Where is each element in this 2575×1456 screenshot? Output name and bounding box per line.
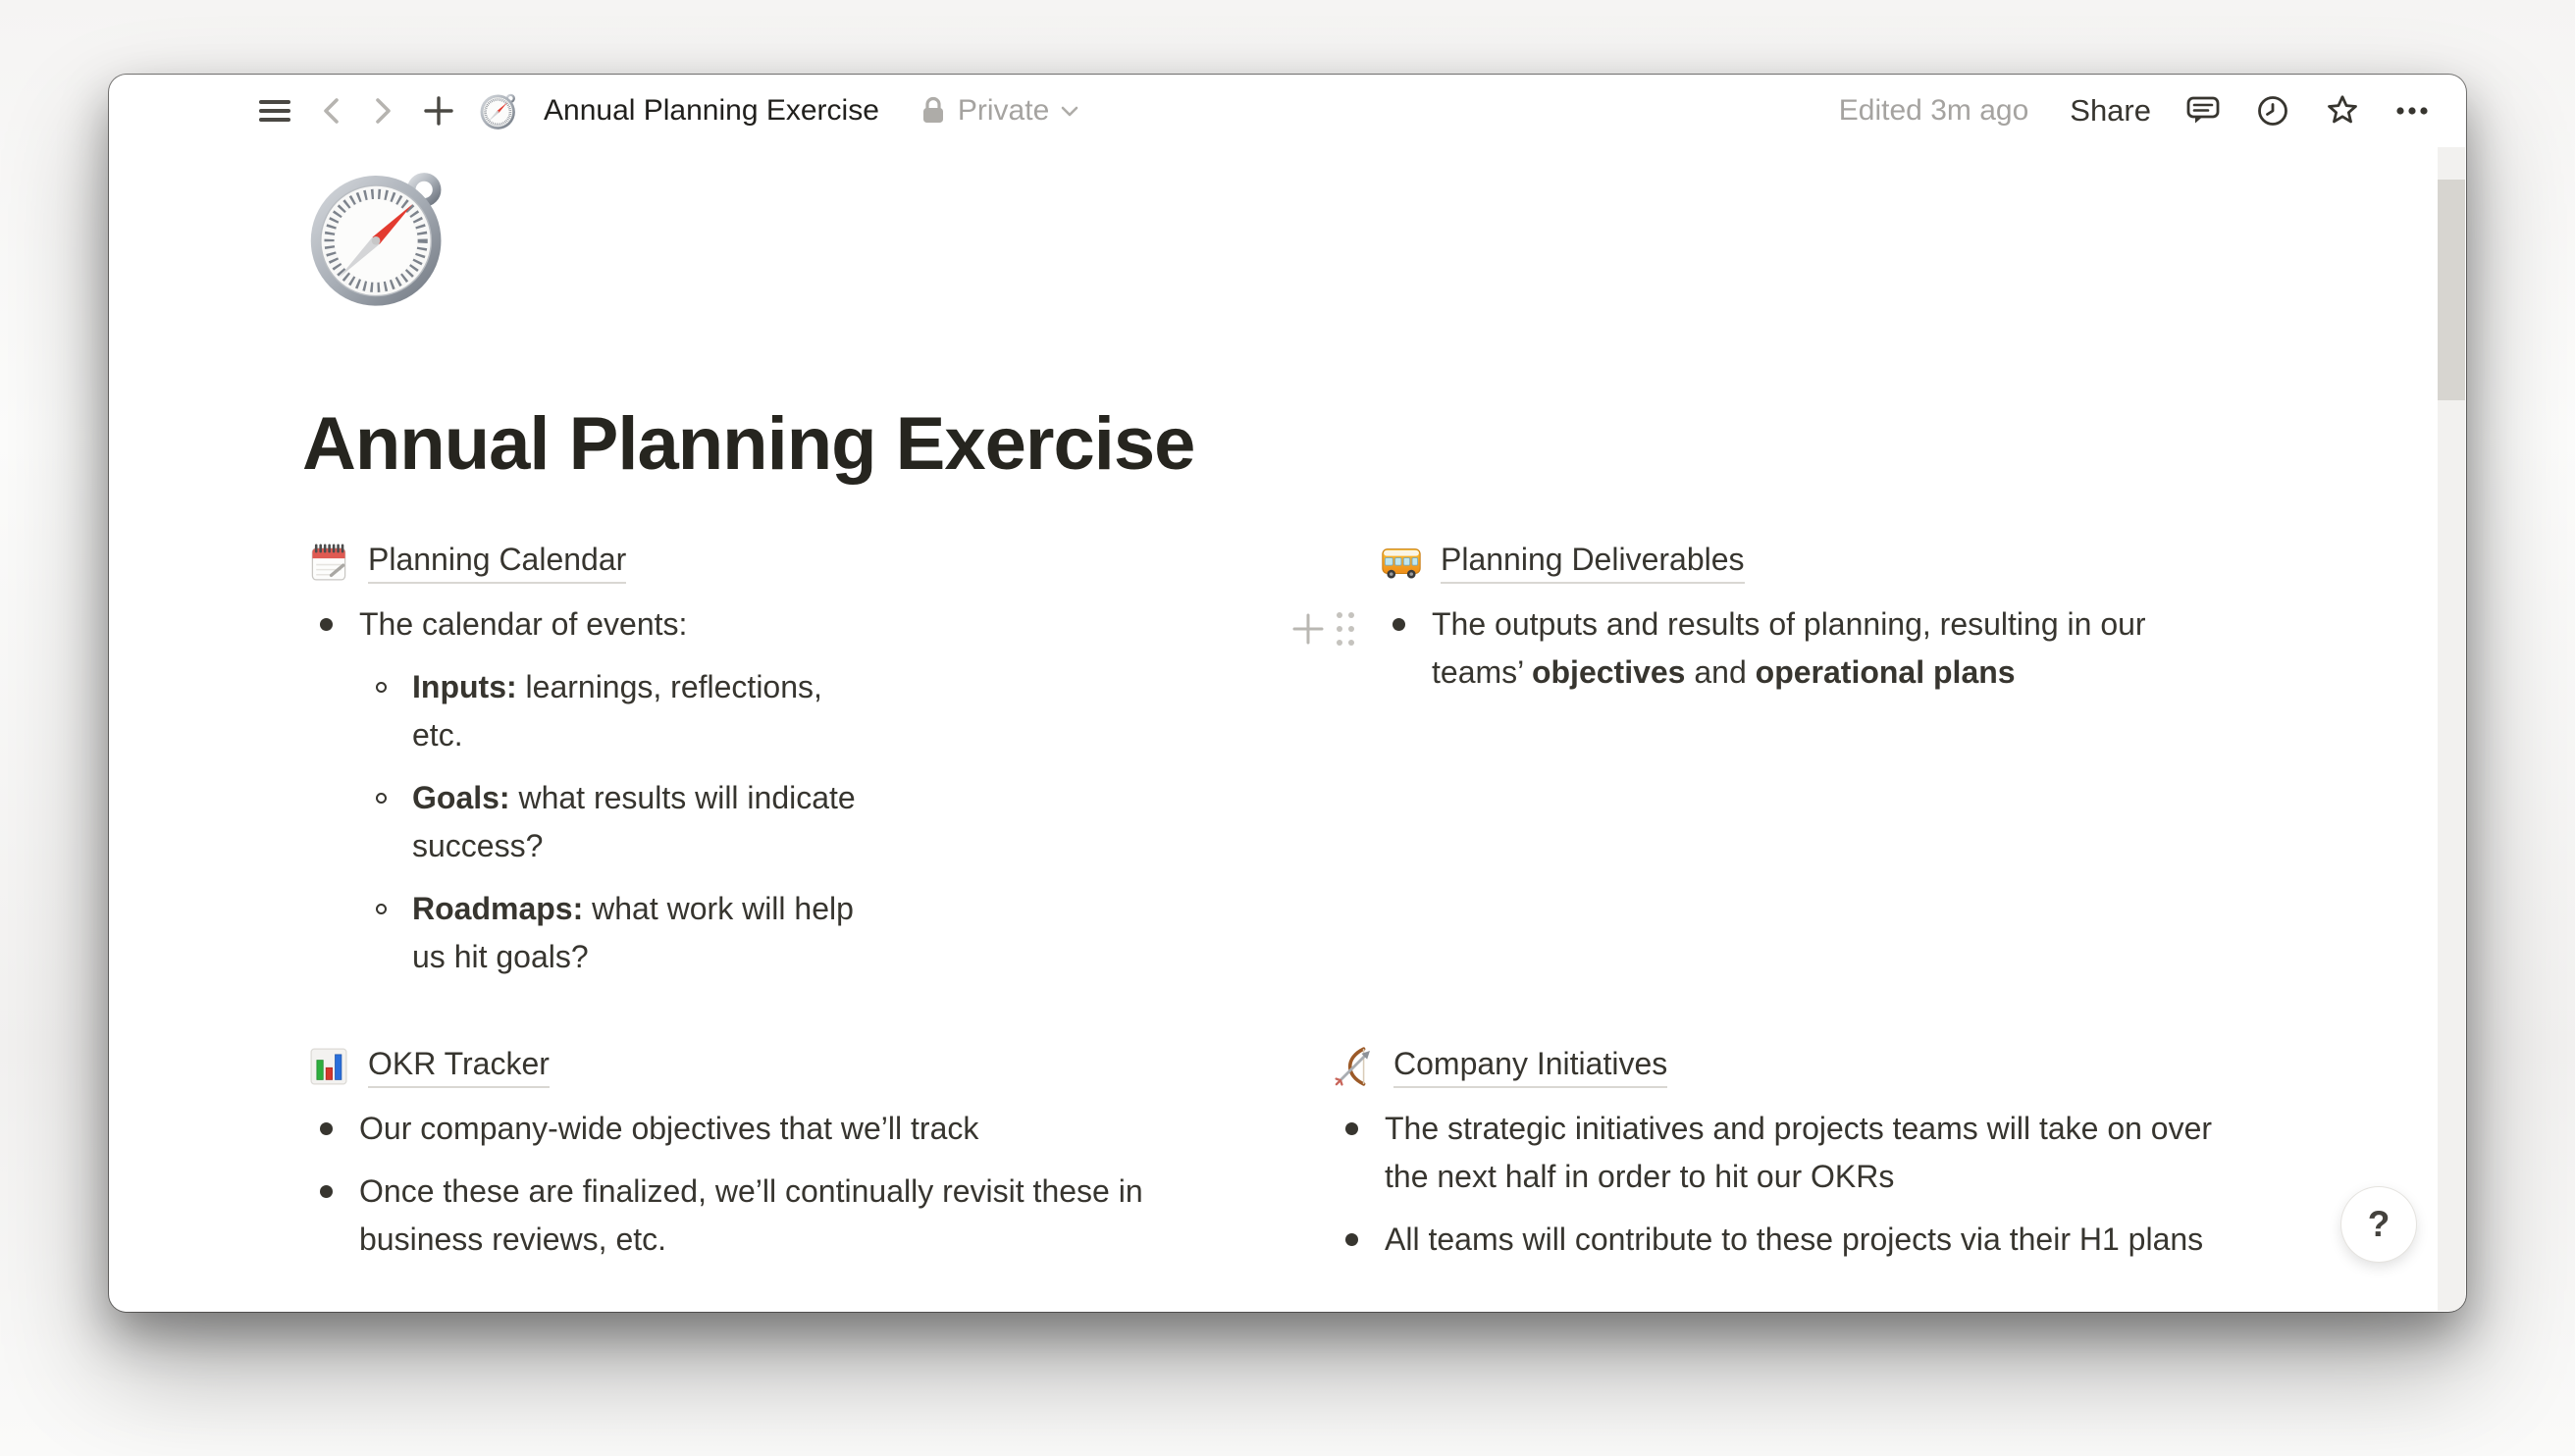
- page-link-okr-tracker[interactable]: [306, 1042, 1278, 1090]
- bullet-disc: [1345, 1233, 1358, 1246]
- bar-chart-emoji: [306, 1044, 351, 1089]
- bullet-disc: [1345, 1122, 1358, 1135]
- text-line[interactable]: Goals: what results will indicate: [412, 780, 856, 815]
- comments-icon[interactable]: [2184, 92, 2222, 130]
- scrollbar-thumb[interactable]: [2438, 180, 2465, 400]
- bullet-disc: [320, 1122, 333, 1135]
- page-link-title[interactable]: Planning Deliverables: [1441, 540, 1745, 584]
- text-line[interactable]: business reviews, etc.: [359, 1222, 667, 1257]
- text-line[interactable]: Once these are finalized, we’ll continually revisit these in: [359, 1173, 1143, 1209]
- more-options-icon[interactable]: [2394, 93, 2430, 129]
- text-line[interactable]: All teams will contribute to these projects via their H1 plans: [1385, 1222, 2204, 1257]
- notion-window: [109, 75, 2466, 1312]
- breadcrumb-page-title[interactable]: Annual Planning Exercise: [544, 94, 879, 127]
- text-line[interactable]: teams’ objectives and operational plans: [1432, 654, 2016, 690]
- favorite-star-icon[interactable]: [2324, 92, 2361, 130]
- text-line[interactable]: Inputs: learnings, reflections,: [412, 669, 822, 704]
- bullet-item[interactable]: [306, 774, 993, 870]
- bullet-item[interactable]: [1379, 600, 2321, 697]
- bullet-item[interactable]: [306, 663, 993, 759]
- bullet-item[interactable]: [306, 885, 993, 981]
- edited-timestamp: Edited 3m ago: [1838, 94, 2029, 127]
- bullet-item[interactable]: [306, 1105, 1278, 1153]
- share-button[interactable]: Share: [2070, 93, 2151, 128]
- bullet-disc: [320, 618, 333, 631]
- text-line[interactable]: etc.: [412, 717, 463, 753]
- lock-icon: [919, 94, 948, 128]
- bullet-item[interactable]: [1332, 1105, 2313, 1201]
- bullet-item[interactable]: [306, 1168, 1278, 1264]
- page-compass-mini-icon: [479, 91, 518, 130]
- bullet-circle: [376, 793, 387, 804]
- page-title[interactable]: Annual Planning Exercise: [302, 402, 1195, 486]
- bullet-item[interactable]: [1332, 1216, 2313, 1264]
- text-line[interactable]: The outputs and results of planning, resulting in our: [1432, 606, 2146, 642]
- privacy-label: Private: [957, 94, 1050, 127]
- add-block-icon[interactable]: [1290, 611, 1326, 647]
- bullet-circle: [376, 682, 387, 693]
- bullet-circle: [376, 904, 387, 914]
- bullet-item[interactable]: [306, 600, 993, 649]
- page-link-planning-deliverables[interactable]: [1379, 538, 2321, 586]
- section-planning-calendar: [306, 538, 993, 981]
- new-page-icon[interactable]: [422, 94, 455, 128]
- drag-handle-icon[interactable]: [1332, 607, 1359, 650]
- bow-and-arrow-emoji: [1332, 1044, 1377, 1089]
- back-icon[interactable]: [316, 93, 345, 129]
- updates-clock-icon[interactable]: [2255, 93, 2290, 129]
- text-line[interactable]: The strategic initiatives and projects teams will take on over: [1385, 1111, 2213, 1146]
- bus-emoji: [1379, 540, 1424, 585]
- section-planning-deliverables: [1379, 538, 2321, 697]
- page-link-company-initiatives[interactable]: [1332, 1042, 2313, 1090]
- help-button[interactable]: ?: [2341, 1187, 2416, 1262]
- spiral-calendar-emoji: [306, 540, 351, 585]
- page-link-title[interactable]: OKR Tracker: [368, 1044, 550, 1088]
- text-line[interactable]: The calendar of events:: [359, 606, 688, 642]
- section-company-initiatives: [1332, 1042, 2313, 1264]
- chevron-down-icon: [1059, 100, 1080, 122]
- section-okr-tracker: [306, 1042, 1278, 1264]
- page-link-title[interactable]: Planning Calendar: [368, 540, 626, 584]
- sidebar-menu-icon[interactable]: [257, 93, 292, 129]
- scrollbar-track[interactable]: [2438, 147, 2465, 1311]
- bullet-disc: [1393, 618, 1405, 631]
- text-line[interactable]: success?: [412, 828, 544, 863]
- text-line[interactable]: Our company-wide objectives that we’ll track: [359, 1111, 979, 1146]
- text-line[interactable]: Roadmaps: what work will help: [412, 891, 854, 926]
- page-link-planning-calendar[interactable]: [306, 538, 993, 586]
- forward-icon[interactable]: [369, 93, 398, 129]
- privacy-dropdown[interactable]: [919, 94, 1080, 128]
- text-line[interactable]: the next half in order to hit our OKRs: [1385, 1159, 1895, 1194]
- page-icon-compass[interactable]: [305, 163, 452, 310]
- bullet-disc: [320, 1185, 333, 1198]
- toolbar: [109, 75, 2466, 147]
- page-link-title[interactable]: Company Initiatives: [1393, 1044, 1667, 1088]
- text-line[interactable]: us hit goals?: [412, 939, 589, 974]
